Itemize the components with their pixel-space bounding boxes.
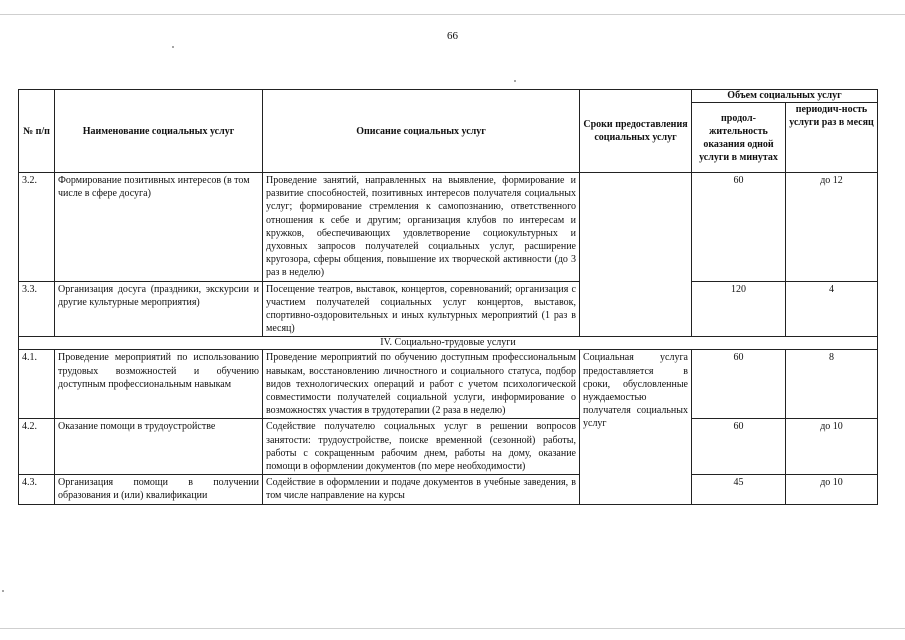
scan-speck (514, 80, 516, 82)
page-number: 66 (447, 30, 458, 42)
terms-cell-empty (580, 173, 692, 337)
row-number: 4.3. (19, 475, 55, 504)
service-name: Формирование позитивных интересов (в том числе в сфере досуга) (55, 173, 263, 282)
scan-line-bottom (0, 628, 905, 629)
scan-line-top (0, 14, 905, 15)
header-frequency: периодич-ность услуги раз в месяц (786, 103, 878, 173)
service-name: Организация помощи в получении образования и (или) квалификации (55, 475, 263, 504)
duration-value: 60 (692, 419, 786, 475)
service-description: Содействие в оформлении и подаче документов в учебные заведения, в том числе направление на курсы (263, 475, 580, 504)
header-volume: Объем социальных услуг (692, 90, 878, 103)
table-row (19, 281, 878, 337)
header-terms: Сроки предоставления социальных услуг (580, 90, 692, 173)
section-row (19, 337, 878, 350)
service-description: Содействие получателю социальных услуг в решении вопросов занятости: трудоустройстве, поиске временной (сезонной) работы, работы с сокращенным рабочим днем, работы на дому, оказание помощи в оформлении документов (по мере необходимости) (263, 419, 580, 475)
service-description: Проведение мероприятий по обучению доступным профессиональным навыкам, восстановлению личностного и социального статуса, подбор видов технологических операций и работ с учетом психологической совместимости получателей социальной услуги, информирование о возможностях участия в трудотерапии (2 раза в неделю) (263, 350, 580, 419)
frequency-value: 8 (786, 350, 878, 419)
table-row (19, 173, 878, 282)
scan-speck (172, 46, 174, 48)
header-number: № п/п (19, 90, 55, 173)
header-duration: продол-жительность оказания одной услуги в минутах (692, 103, 786, 173)
frequency-value: 4 (786, 281, 878, 337)
service-description: Проведение занятий, направленных на выявление, формирование и развитие способностей, позитивных интересов получателя социальных услуг; формирование стремления к самопознанию, ответственного отношения к себе и другим; организация клубов по интересам и кружков, обеспечивающих удовлетворение социокультурных и духовных запросов получателей социальных услуг, расширение кругозора, сферы общения, повышение их творческой активности (до 3 раз в неделю) (263, 173, 580, 282)
frequency-value: до 10 (786, 475, 878, 504)
table-row (19, 350, 878, 419)
duration-value: 60 (692, 173, 786, 282)
service-name: Организация досуга (праздники, экскурсии и другие культурные мероприятия) (55, 281, 263, 337)
duration-value: 60 (692, 350, 786, 419)
terms-text: Социальная услуга предоставляется в сроки, обусловленные нуждаемостью получателя социальных услуг (580, 350, 692, 504)
table-row (19, 419, 878, 475)
row-number: 4.2. (19, 419, 55, 475)
section-title: IV. Социально-трудовые услуги (19, 337, 878, 350)
row-number: 3.2. (19, 173, 55, 282)
scan-speck (2, 590, 4, 592)
frequency-value: до 10 (786, 419, 878, 475)
service-name: Проведение мероприятий по использованию трудовых возможностей и обучению доступным профессиональным навыкам (55, 350, 263, 419)
service-name: Оказание помощи в трудоустройстве (55, 419, 263, 475)
service-description: Посещение театров, выставок, концертов, соревнований; организация с участием получателей социальных услуг концертов, выставок, спортивно-оздоровительных и иных культурных мероприятий (1 раз в месяц) (263, 281, 580, 337)
duration-value: 120 (692, 281, 786, 337)
header-description: Описание социальных услуг (263, 90, 580, 173)
table-row (19, 475, 878, 504)
duration-value: 45 (692, 475, 786, 504)
row-number: 4.1. (19, 350, 55, 419)
services-table (18, 89, 878, 505)
frequency-value: до 12 (786, 173, 878, 282)
row-number: 3.3. (19, 281, 55, 337)
header-row (19, 90, 878, 103)
header-service-name: Наименование социальных услуг (55, 90, 263, 173)
